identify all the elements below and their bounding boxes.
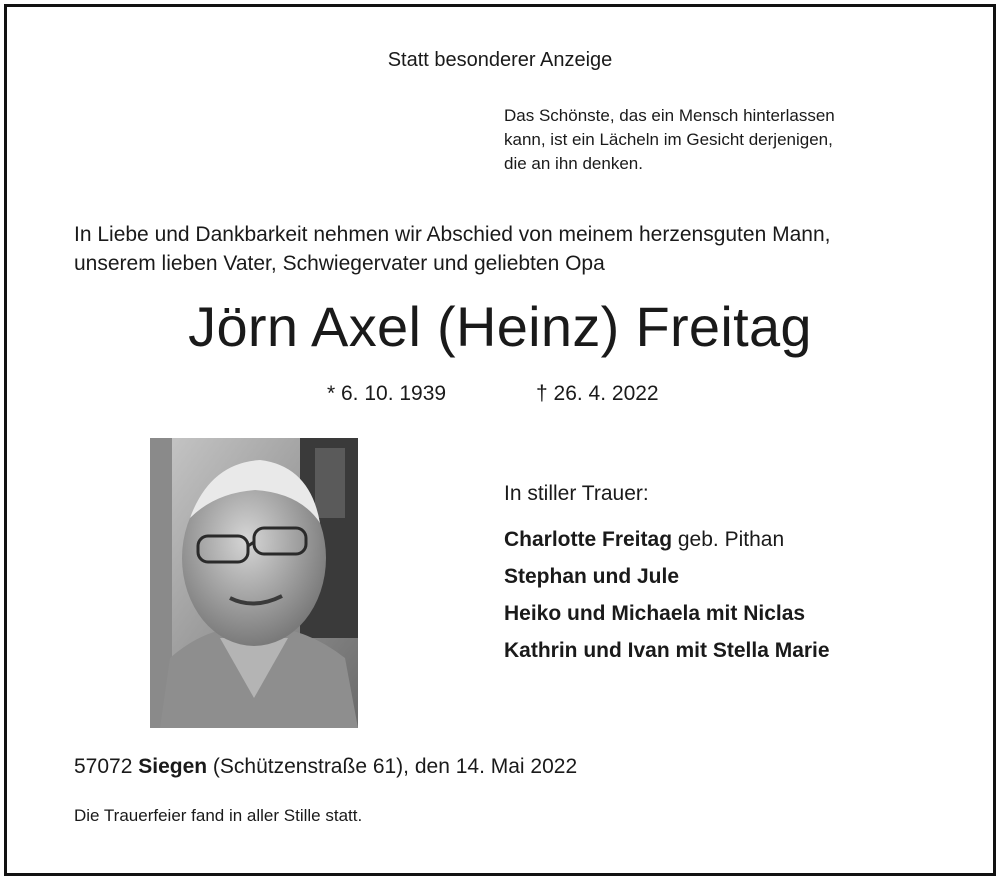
birth-date: * 6. 10. 1939 — [327, 382, 447, 405]
intro-text — [74, 220, 830, 278]
portrait-photo — [150, 438, 358, 728]
mourner-name: Kathrin und Ivan mit Stella Marie — [504, 639, 830, 662]
funeral-note: Die Trauerfeier fand in aller Stille statt. — [74, 806, 363, 825]
mourner-entry — [504, 599, 830, 636]
postal-code: 57072 — [74, 755, 139, 778]
mourner-name: Stephan und Jule — [504, 565, 680, 588]
mourning-label: In stiller Trauer: — [504, 482, 649, 505]
intro-line: In Liebe und Dankbarkeit nehmen wir Abschied von meinem herzensguten Mann, — [74, 223, 831, 246]
ad-header: Statt besonderer Anzeige — [387, 49, 613, 71]
quote-line: die an ihn denken. — [504, 154, 643, 173]
mourners-list — [504, 525, 830, 673]
mourner-name: Heiko und Michaela mit Niclas — [504, 602, 806, 625]
quote-line: Das Schönste, das ein Mensch hinterlassen — [504, 106, 835, 125]
intro-line: unserem lieben Vater, Schwiegervater und geliebten Opa — [74, 252, 605, 275]
location-date-line — [74, 755, 577, 779]
mourner-entry — [504, 636, 830, 673]
address-and-date: (Schützenstraße 61), den 14. Mai 2022 — [207, 755, 578, 778]
city-name: Siegen — [138, 755, 208, 778]
portrait-image — [150, 438, 358, 728]
death-date: † 26. 4. 2022 — [536, 382, 659, 405]
deceased-name: Jörn Axel (Heinz) Freitag — [188, 295, 812, 358]
mourner-note: geb. Pithan — [672, 528, 785, 551]
mourner-entry — [504, 562, 830, 599]
memorial-quote — [504, 104, 835, 176]
quote-line: kann, ist ein Lächeln im Gesicht derjenigen, — [504, 130, 833, 149]
mourner-name: Charlotte Freitag — [504, 528, 673, 551]
mourner-entry — [504, 525, 830, 562]
